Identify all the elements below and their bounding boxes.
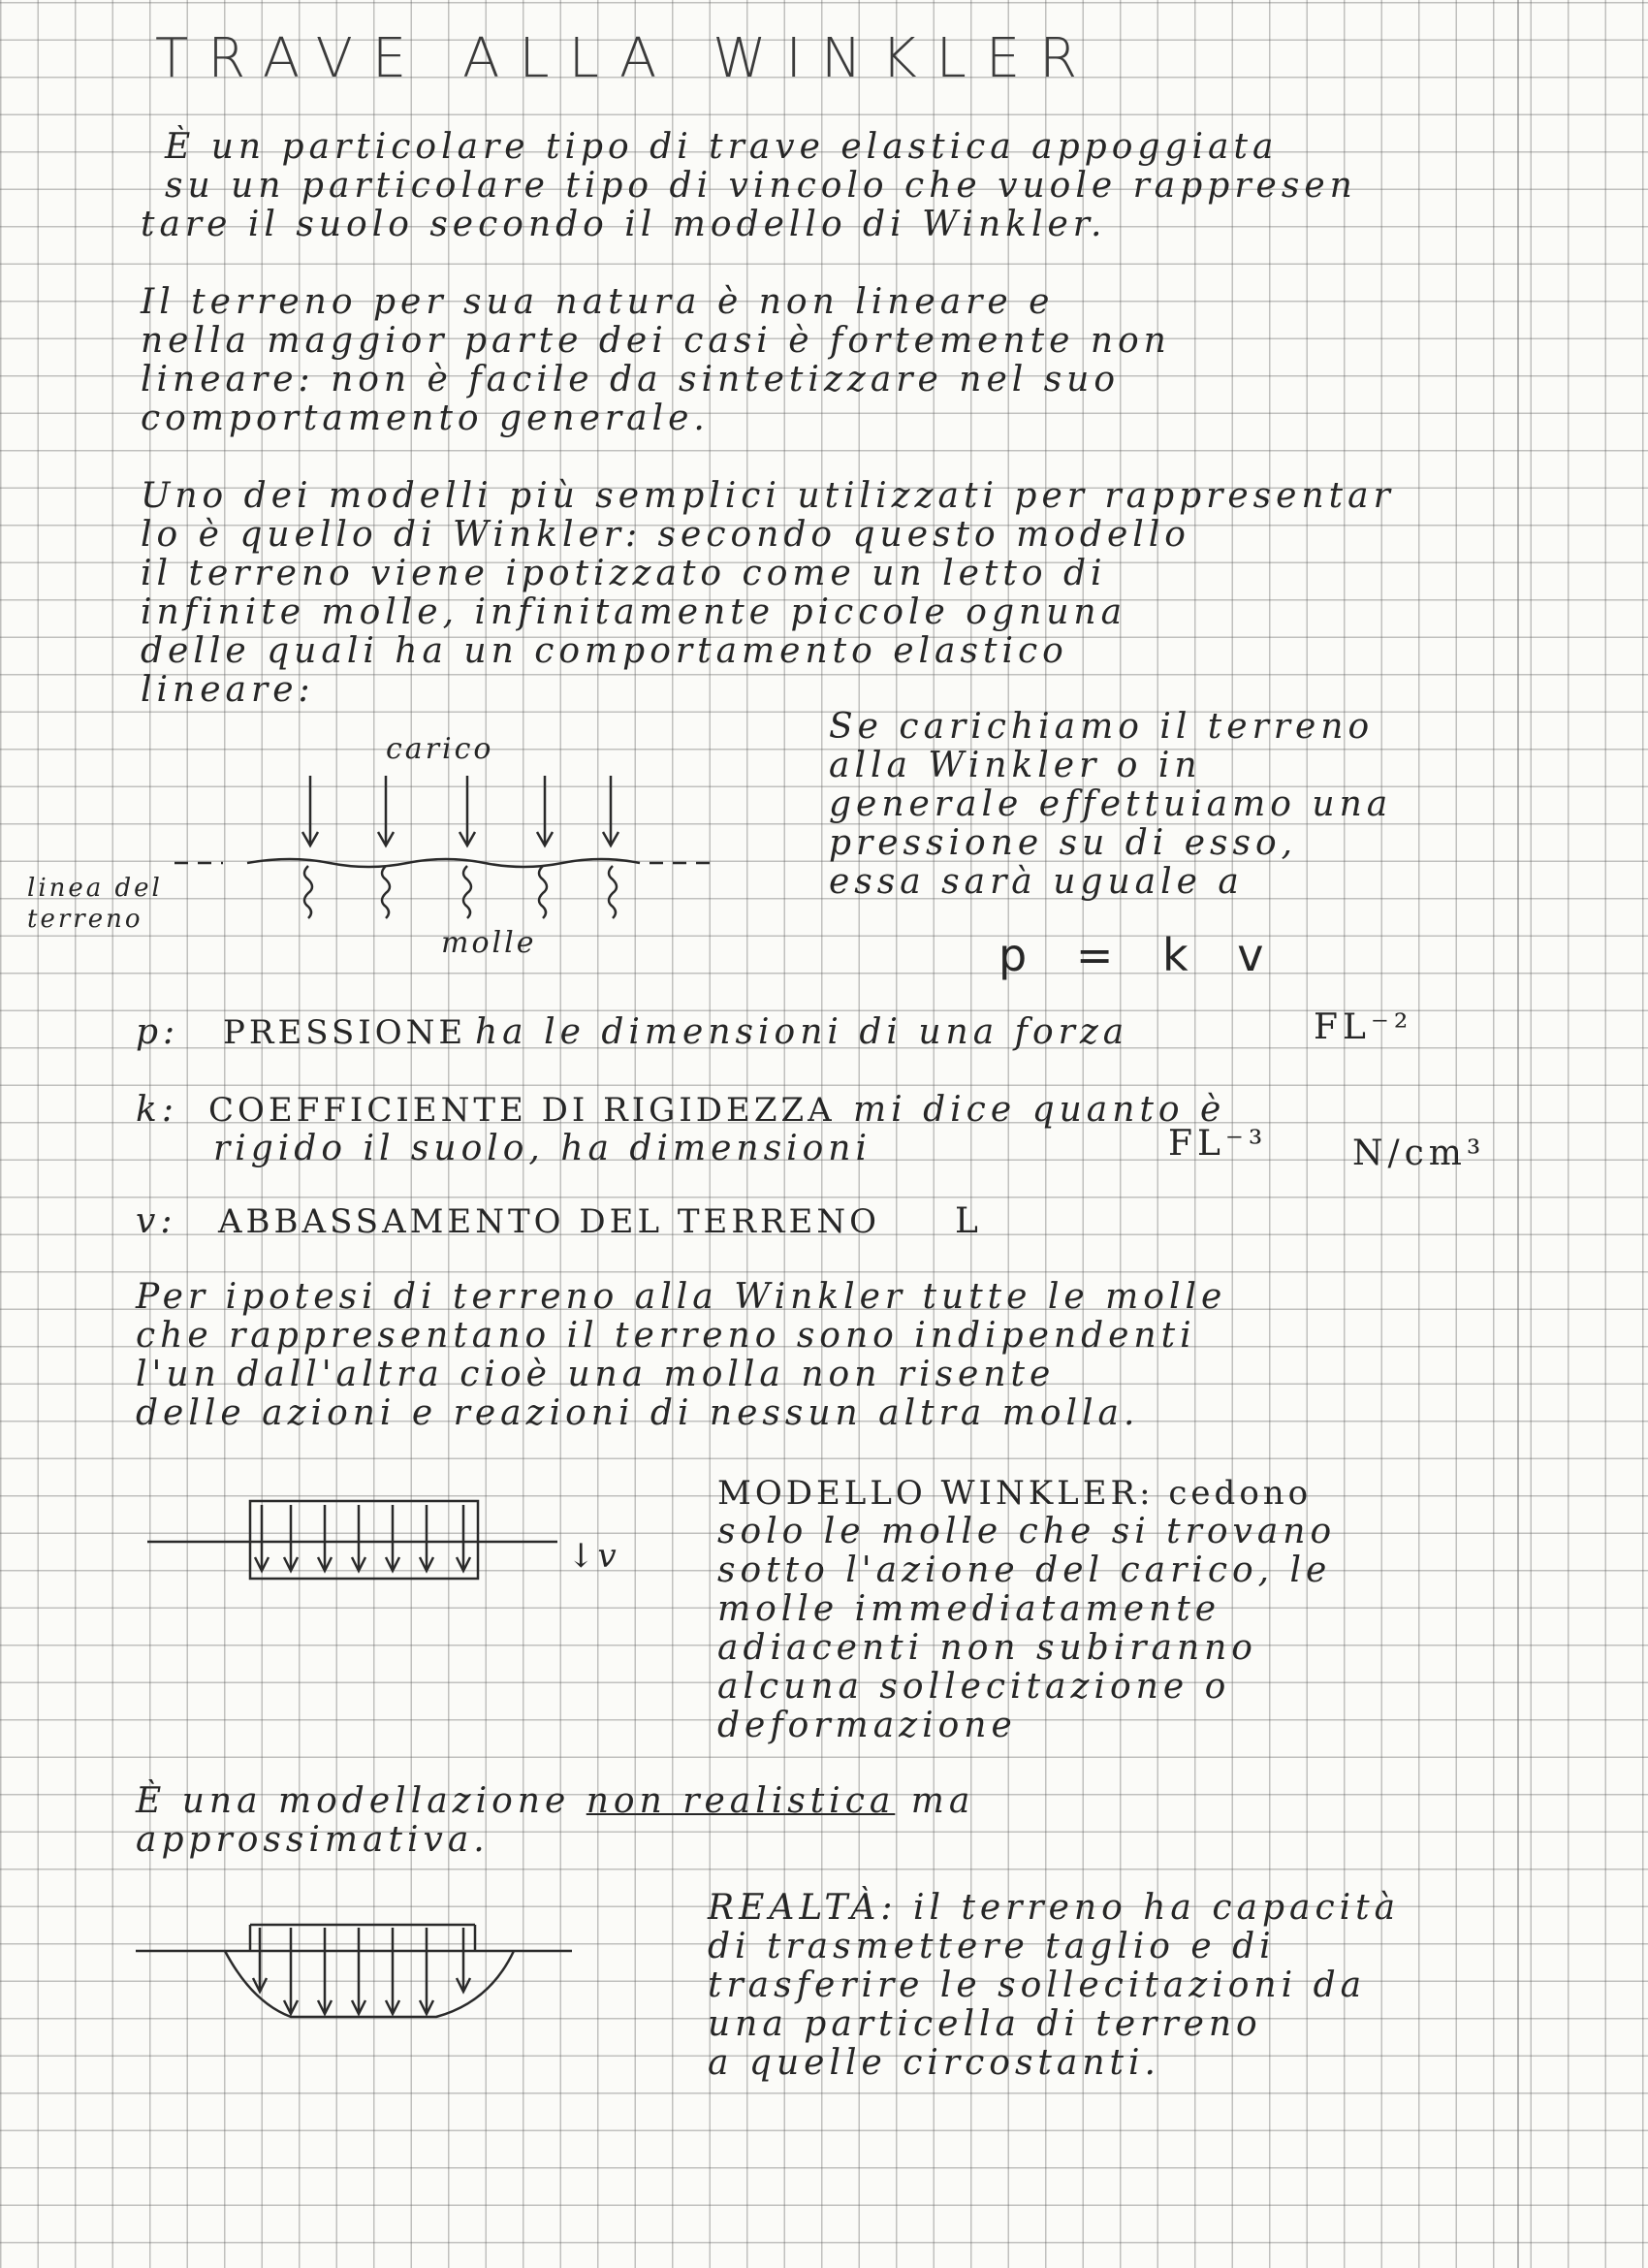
modello-line-3: il terreno viene ipotizzato come un letto di (141, 554, 1107, 593)
carichiamo-line-4: pressione su di esso, (829, 823, 1298, 863)
intro-line-3: tare il suolo secondo il modello di Winkler. (141, 205, 1107, 244)
terreno-line-3: lineare: non è facile da sintetizzare nel suo (141, 360, 1121, 399)
intro-line-1: È un particolare tipo di trave elastica appoggiata (165, 127, 1279, 167)
winkler-line-6: alcuna sollecitazione o (717, 1667, 1231, 1707)
winkler-diagram (147, 1501, 557, 1579)
reality-diagram (136, 1925, 572, 2017)
modellazione-line-1 (136, 1782, 974, 1821)
winkler-deflection-label: ↓v (567, 1537, 619, 1576)
intro-line-2: su un particolare tipo di vincolo che vuole rappresen (165, 166, 1357, 206)
def-k-unit2: N/cm³ (1352, 1134, 1486, 1173)
def-k-text: mi dice quanto è (853, 1090, 1226, 1130)
carichiamo-line-3: generale effettuiamo una (829, 784, 1393, 824)
carichiamo-line-5: essa sarà uguale a (829, 862, 1244, 902)
realta-line-1: REALTÀ: il terreno ha capacità (708, 1888, 1401, 1928)
def-p-label: PRESSIONE (223, 1013, 467, 1052)
def-p-symbol: p: (136, 1012, 180, 1052)
ipotesi-line-4: delle azioni e reazioni di nessun altra molla. (136, 1393, 1140, 1433)
def-k-label: COEFFICIENTE DI RIGIDEZZA (208, 1091, 836, 1130)
modellazione-line-2: approssimativa. (136, 1820, 490, 1860)
def-p-unit: FL⁻² (1314, 1007, 1413, 1047)
carichiamo-line-2: alla Winkler o in (829, 746, 1202, 785)
winkler-line-3: sotto l'azione del carico, le (717, 1550, 1332, 1590)
modello-line-1: Uno dei modelli più semplici utilizzati per rappresentar (141, 476, 1395, 516)
modellazione-prefix: È una modellazione (136, 1781, 571, 1821)
winkler-line-7: deformazione (717, 1706, 1017, 1745)
winkler-line-4: molle immediatamente (717, 1589, 1221, 1629)
def-k-symbol: k: (136, 1090, 178, 1130)
modellazione-suffix: ma (910, 1781, 975, 1821)
ipotesi-line-2: che rappresentano il terreno sono indipendenti (136, 1316, 1196, 1356)
carichiamo-line-1: Se carichiamo il terreno (829, 707, 1375, 747)
def-k-text2: rigido il suolo, ha dimensioni (213, 1129, 872, 1168)
terreno-line-4: comportamento generale. (141, 399, 710, 438)
terreno-line-2: nella maggior parte dei casi è fortemente non (141, 321, 1171, 361)
modello-line-5: delle quali ha un comportamento elastico (141, 631, 1068, 671)
realta-line-5: a quelle circostanti. (708, 2043, 1160, 2083)
def-k-unit: FL⁻³ (1168, 1124, 1268, 1164)
def-v-unit: L (955, 1201, 983, 1241)
ipotesi-line-1: Per ipotesi di terreno alla Winkler tutte le molle (136, 1277, 1227, 1317)
load-label: carico (386, 732, 494, 766)
realta-line-3: trasferire le sollecitazioni da (708, 1965, 1367, 2005)
winkler-line-2: solo le molle che si trovano (717, 1512, 1337, 1551)
realta-line-4: una particella di terreno (708, 2004, 1262, 2044)
modello-line-6: lineare: (141, 670, 315, 710)
ground-line-label: linea del terreno (27, 874, 163, 934)
def-v-label: ABBASSAMENTO DEL TERRENO (218, 1202, 880, 1241)
def-v-symbol: v: (136, 1201, 177, 1241)
winkler-line-1: MODELLO WINKLER: cedono (717, 1474, 1313, 1513)
modellazione-underlined: non realistica (586, 1781, 896, 1821)
springs-label: molle (441, 926, 537, 960)
winkler-line-5: adiacenti non subiranno (717, 1628, 1257, 1668)
terreno-line-1: Il terreno per sua natura è non lineare e (141, 282, 1055, 322)
realta-line-2: di trasmettere taglio e di (708, 1927, 1276, 1966)
modello-line-4: infinite molle, infinitamente piccole ognuna (141, 592, 1127, 632)
page-title: TRAVE ALLA WINKLER (155, 27, 1097, 90)
ipotesi-line-3: l'un dall'altra cioè una molla non risente (136, 1355, 1056, 1394)
formula: p = k v (998, 929, 1282, 981)
modello-line-2: lo è quello di Winkler: secondo questo modello (141, 515, 1190, 555)
def-p-text: ha le dimensioni di una forza (475, 1012, 1129, 1052)
